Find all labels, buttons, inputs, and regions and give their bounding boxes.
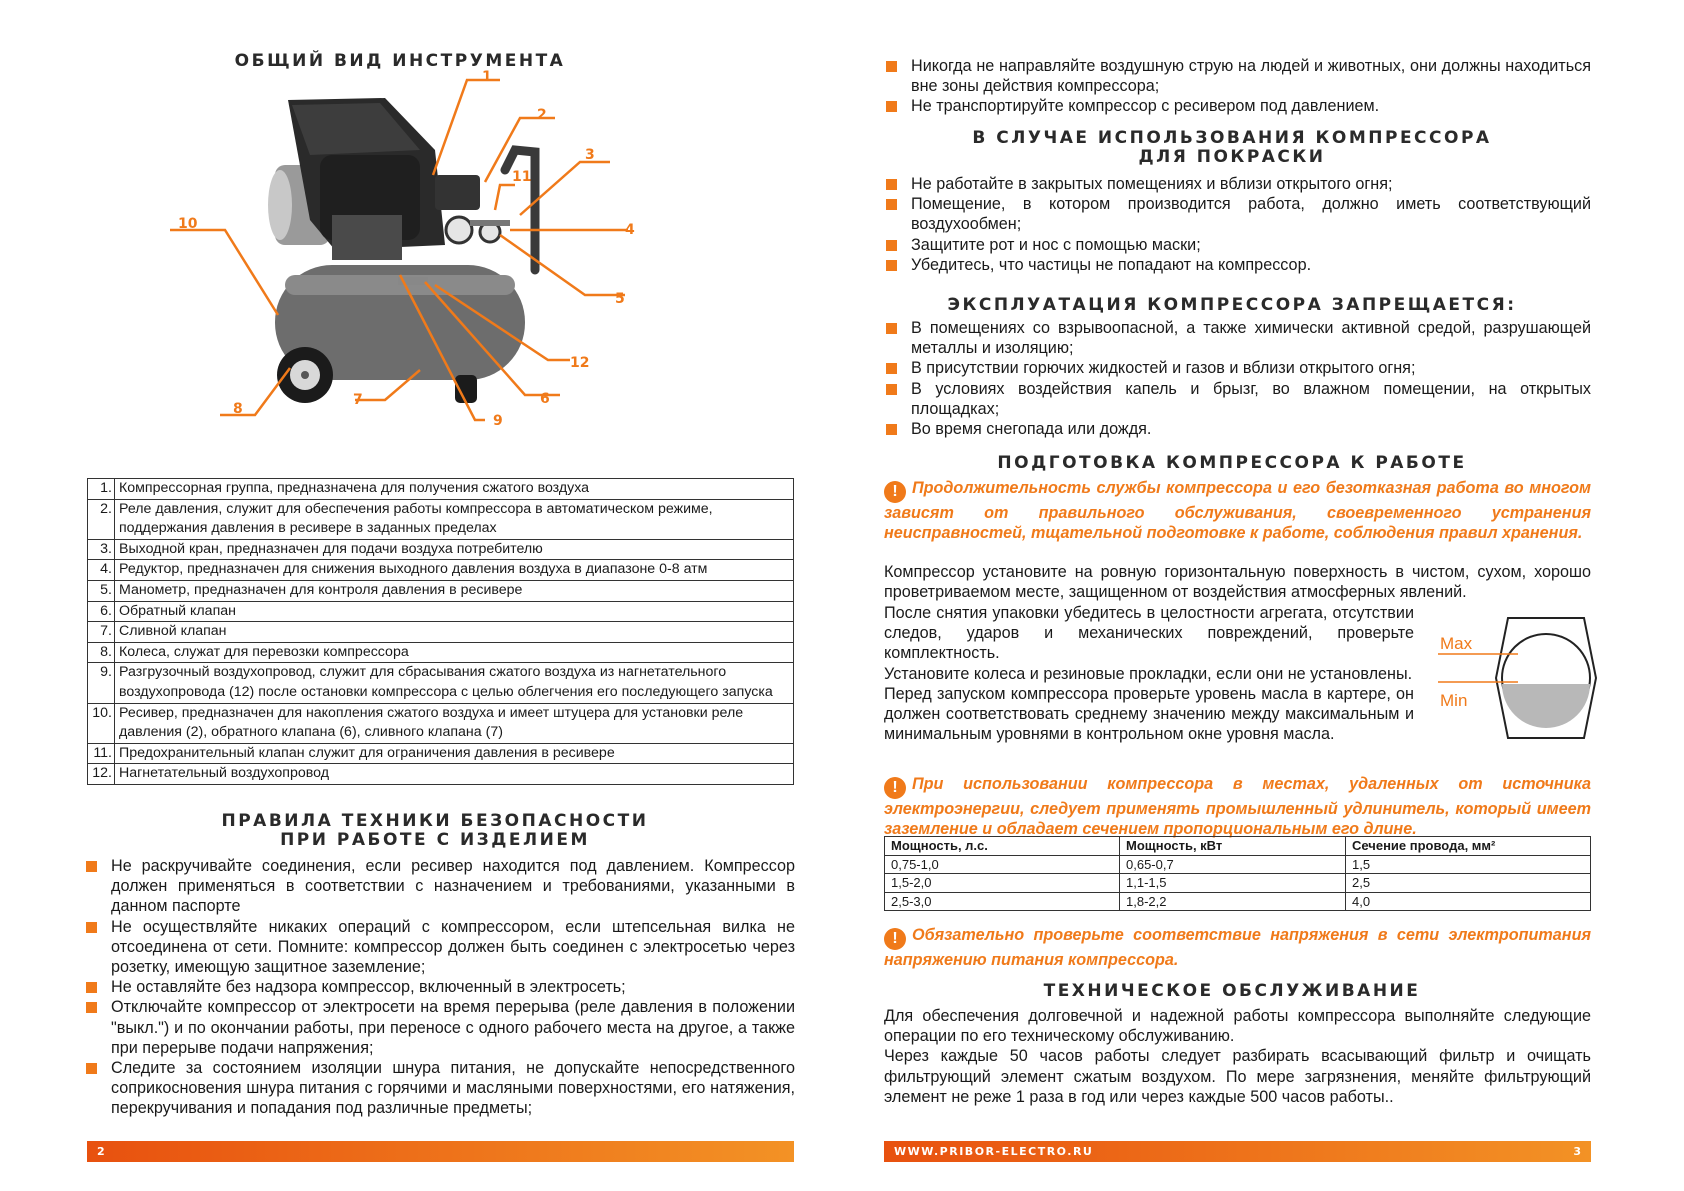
preparation-title: ПОДГОТОВКА КОМПРЕССОРА К РАБОТЕ — [997, 453, 1467, 473]
list-item: Не оставляйте без надзора компрессор, включенный в электросеть; — [84, 977, 795, 997]
part-number: 8. — [88, 642, 115, 663]
website-link[interactable]: WWW.PRIBOR-ELECTRO.RU — [894, 1145, 1094, 1158]
part-description: Нагнетательный воздухопровод — [115, 764, 794, 785]
warning-text: Продолжительность службы компрессора и его безотказная работа во многом зависят от правильного обслуживания, своевременного устранения неисправностей, тщательной подготовке к работе, соблюдения правил хранения. — [884, 479, 1591, 542]
callout-4: 4 — [625, 222, 635, 238]
table-row — [885, 892, 1591, 911]
safety-title-line-2: ПРИ РАБОТЕ С ИЗДЕЛИЕМ — [280, 830, 590, 850]
painting-rules-list — [884, 174, 1591, 275]
part-number: 9. — [88, 663, 115, 703]
page-number: 2 — [97, 1145, 105, 1158]
maintenance-title: ТЕХНИЧЕСКОЕ ОБСЛУЖИВАНИЕ — [1043, 981, 1421, 1001]
list-item: Отключайте компрессор от электросети на время перерыва (реле давления в положении "выкл.") и по окончании работы, при переносе с одного рабочего места на другое, а также при перерыве подачи напряжения; — [84, 997, 795, 1058]
table-cell: 4,0 — [1346, 892, 1591, 911]
gauge-max-label: Max — [1440, 634, 1473, 653]
compressor-diagram — [170, 70, 690, 450]
part-description: Выходной кран, предназначен для подачи воздуха потребителю — [115, 539, 794, 560]
prep-paragraph-2: После снятия упаковки убедитесь в целостности агрегата, отсутствии следов, ударов и механических повреждений, проверьте комплектность. — [884, 604, 1414, 663]
table-row — [88, 764, 794, 785]
parts-table — [87, 478, 794, 785]
table-cell: 1,5-2,0 — [885, 874, 1120, 893]
warning-icon: ! — [884, 928, 906, 950]
oil-fill — [1502, 684, 1590, 728]
painting-title-line-2: ДЛЯ ПОКРАСКИ — [1138, 147, 1326, 167]
part-number: 6. — [88, 601, 115, 622]
table-header-row — [885, 837, 1591, 856]
table-cell: 0,75-1,0 — [885, 855, 1120, 874]
warning-voltage — [884, 925, 1591, 970]
callout-7: 7 — [353, 392, 363, 408]
painting-title-line-1: В СЛУЧАЕ ИСПОЛЬЗОВАНИЯ КОМПРЕССОРА — [972, 128, 1492, 148]
table-cell: 0,65-0,7 — [1120, 855, 1346, 874]
table-row — [88, 622, 794, 643]
warning-text: Обязательно проверьте соответствие напряжения в сети электропитания напряжению питания компрессора. — [884, 926, 1591, 969]
part-number: 2. — [88, 499, 115, 539]
part-description: Разгрузочный воздухопровод, служит для сбрасывания сжатого воздуха из нагнетательного воздухопровода (12) после остановки компрессора с целью облегчения его последующего запуска — [115, 663, 794, 703]
footer-bar-left — [87, 1141, 794, 1162]
part-description: Предохранительный клапан служит для ограничения давления в ресивере — [115, 743, 794, 764]
table-row — [88, 601, 794, 622]
part-number: 7. — [88, 622, 115, 643]
gauge-min-label: Min — [1440, 691, 1468, 710]
warning-text: При использовании компрессора в местах, удаленных от источника электроэнергии, следует применять промышленный удлинитель, который имеет заземление и обладает сечением пропорциональным его длине. — [884, 775, 1591, 838]
safety-title-line-1: ПРАВИЛА ТЕХНИКИ БЕЗОПАСНОСТИ — [221, 811, 649, 831]
power-table — [884, 836, 1591, 911]
page-number: 3 — [1573, 1145, 1581, 1158]
callout-12: 12 — [570, 355, 590, 371]
list-item: Никогда не направляйте воздушную струю на людей и животных, они должны находиться вне зоны действия компрессора; — [884, 56, 1591, 96]
right-page — [842, 0, 1684, 1191]
warning-icon: ! — [884, 777, 906, 799]
list-item: Следите за состоянием изоляции шнура питания, не допускайте непосредственного соприкосновения шнура питания с горячими и масляными поверхностями, его натяжения, перекручивания и попадания под различные предметы; — [84, 1058, 795, 1119]
table-row — [88, 663, 794, 703]
list-item: В помещениях со взрывоопасной, а также химически активной средой, разрушающей металлы и изоляцию; — [884, 318, 1591, 358]
table-row — [885, 855, 1591, 874]
general-view-title: ОБЩИЙ ВИД ИНСТРУМЕНТА — [234, 51, 566, 71]
callout-3: 3 — [585, 147, 595, 163]
safety-title — [150, 812, 720, 850]
part-number: 12. — [88, 764, 115, 785]
oil-level-gauge — [1438, 614, 1598, 742]
prep-paragraph-4: Перед запуском компрессора проверьте уровень масла в картере, он должен соответствовать среднему значению между максимальным и минимальным уровнями в контрольном окне уровня масла. — [884, 684, 1414, 744]
prep-paragraphs — [884, 603, 1414, 744]
list-item: Не транспортируйте компрессор с ресивером под давлением. — [884, 96, 1591, 116]
part-number: 4. — [88, 560, 115, 581]
table-row — [88, 499, 794, 539]
table-row — [88, 560, 794, 581]
callout-9: 9 — [493, 413, 503, 429]
list-item: Не осуществляйте никаких операций с компрессором, если штепсельная вилка не отсоединена от сети. Помните: компрессор должен быть соединен с электросетью через розетку, имеющую защитное заземление; — [84, 917, 795, 978]
table-row — [88, 642, 794, 663]
header-kw: Мощность, кВт — [1120, 837, 1346, 856]
part-description: Компрессорная группа, предназначена для получения сжатого воздуха — [115, 479, 794, 500]
list-item: Во время снегопада или дождя. — [884, 419, 1591, 439]
table-row — [88, 580, 794, 601]
callout-6: 6 — [540, 391, 550, 407]
part-description: Ресивер, предназначен для накопления сжатого воздуха и имеет штуцера для установки реле давления (2), обратного клапана (6), сливного клапана (7) — [115, 703, 794, 743]
part-number: 10. — [88, 703, 115, 743]
part-description: Колеса, служат для перевозки компрессора — [115, 642, 794, 663]
list-item: В условиях воздействия капель и брызг, во влажном помещении, на открытых площадках; — [884, 379, 1591, 419]
part-description: Манометр, предназначен для контроля давления в ресивере — [115, 580, 794, 601]
table-cell: 2,5-3,0 — [885, 892, 1120, 911]
pressure-gauge-1 — [446, 217, 472, 243]
callout-8: 8 — [233, 401, 243, 417]
callout-10: 10 — [178, 216, 198, 232]
header-hp: Мощность, л.с. — [885, 837, 1120, 856]
part-description: Обратный клапан — [115, 601, 794, 622]
table-row — [88, 703, 794, 743]
callout-5: 5 — [615, 291, 625, 307]
table-row — [885, 874, 1591, 893]
list-item: Не раскручивайте соединения, если ресивер находится под давлением. Компрессор должен применяться в соответствии с назначением и требованиями, указанными в данном паспорте — [84, 856, 795, 917]
part-number: 11. — [88, 743, 115, 764]
list-item: Не работайте в закрытых помещениях и вблизи открытого огня; — [884, 174, 1591, 194]
warning-icon: ! — [884, 481, 906, 503]
list-item: Защитите рот и нос с помощью маски; — [884, 235, 1591, 255]
part-number: 1. — [88, 479, 115, 500]
prep-paragraph-1: Компрессор установите на ровную горизонтальную поверхность в чистом, сухом, хорошо проветриваемом месте, защищенном от воздействия атмосферных явлений. — [884, 563, 1591, 602]
table-row — [88, 743, 794, 764]
prohibited-rules-list — [884, 318, 1591, 439]
table-cell: 2,5 — [1346, 874, 1591, 893]
part-number: 3. — [88, 539, 115, 560]
callout-1: 1 — [482, 70, 492, 85]
prohibited-title: ЭКСПЛУАТАЦИЯ КОМПРЕССОРА ЗАПРЕЩАЕТСЯ: — [947, 295, 1517, 315]
part-description: Редуктор, предназначен для снижения выходного давления воздуха в диапазоне 0-8 атм — [115, 560, 794, 581]
maintenance-paragraph-1: Для обеспечения долговечной и надежной работы компрессора выполняйте следующие операции по его техническому обслуживанию. — [884, 1007, 1591, 1046]
list-item: В присутствии горючих жидкостей и газов и вблизи открытого огня; — [884, 358, 1591, 378]
maintenance-text — [884, 1006, 1591, 1107]
callout-2: 2 — [537, 107, 547, 123]
footer-bar-right — [884, 1141, 1591, 1162]
table-row — [88, 539, 794, 560]
safety-rules-list — [84, 856, 795, 1119]
part-description: Сливной клапан — [115, 622, 794, 643]
table-cell: 1,1-1,5 — [1120, 874, 1346, 893]
callout-11: 11 — [512, 169, 532, 185]
prep-paragraph-3: Установите колеса и резиновые прокладки, если они не установлены. — [884, 664, 1413, 683]
warning-service-life — [884, 478, 1591, 543]
top-rules-list — [884, 56, 1591, 117]
header-cross-section: Сечение провода, мм² — [1346, 837, 1591, 856]
list-item: Убедитесь, что частицы не попадают на компрессор. — [884, 255, 1591, 275]
table-cell: 1,8-2,2 — [1120, 892, 1346, 911]
part-number: 5. — [88, 580, 115, 601]
warning-extension-cord — [884, 774, 1591, 839]
table-row — [88, 479, 794, 500]
painting-title — [912, 129, 1552, 167]
table-cell: 1,5 — [1346, 855, 1591, 874]
maintenance-paragraph-2: Через каждые 50 часов работы следует разбирать всасывающий фильтр и очищать фильтрующий элемент сжатым воздухом. По мере загрязнения, меняйте фильтрующий элемент не реже 1 раза в год или через каждые 500 часов работы.. — [884, 1047, 1591, 1106]
list-item: Помещение, в котором производится работа, должно иметь соответствующий воздухообмен; — [884, 194, 1591, 234]
part-description: Реле давления, служит для обеспечения работы компрессора в автоматическом режиме, поддержания давления в ресивере в заданных пределах — [115, 499, 794, 539]
